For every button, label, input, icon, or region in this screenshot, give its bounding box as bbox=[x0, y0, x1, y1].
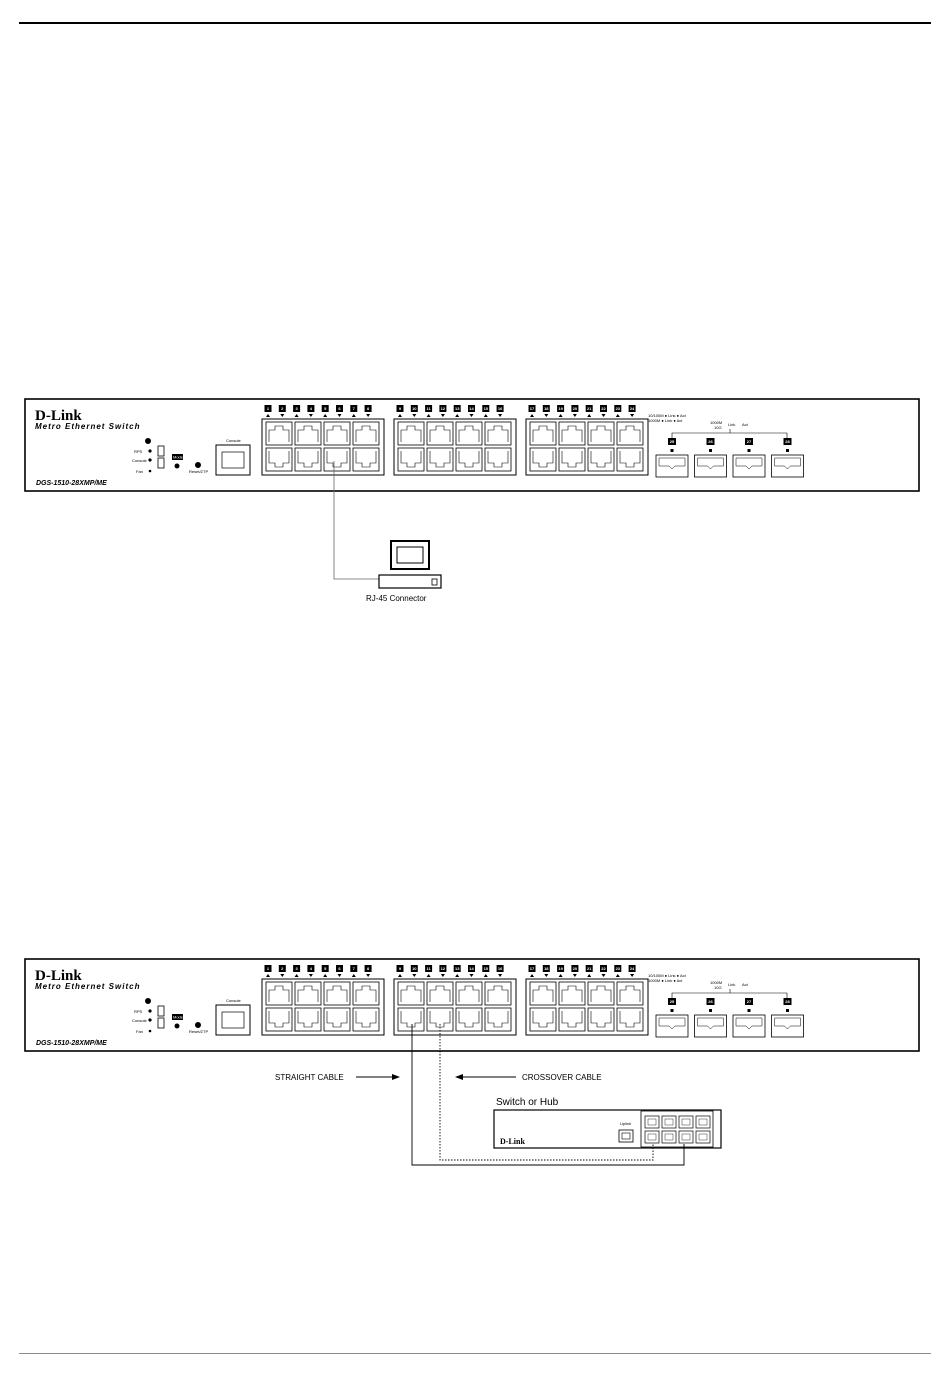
port-number: 7 bbox=[352, 406, 355, 411]
rj45-port[interactable] bbox=[353, 448, 379, 471]
port-number: 22 bbox=[601, 966, 606, 971]
rj45-port[interactable] bbox=[588, 1008, 614, 1031]
port-number: 22 bbox=[601, 406, 606, 411]
sfp-led-icon bbox=[748, 1009, 751, 1012]
port-number: 12 bbox=[440, 966, 446, 971]
rj45-port[interactable] bbox=[559, 1008, 585, 1031]
reset-label: Reset/ZTP bbox=[189, 1029, 209, 1034]
sfp-led-icon bbox=[709, 1009, 712, 1012]
rj45-port[interactable] bbox=[353, 982, 379, 1005]
legend-sfp: Act bbox=[742, 422, 748, 427]
mode-label: Mode bbox=[173, 454, 184, 460]
fan-led-icon bbox=[149, 470, 152, 473]
port-number: 13 bbox=[454, 966, 460, 971]
port-number: 3 bbox=[295, 966, 298, 971]
switch-front-panel bbox=[25, 399, 919, 491]
port-number: 9 bbox=[398, 406, 402, 411]
port-number: 9 bbox=[398, 966, 402, 971]
rj45-port[interactable] bbox=[295, 448, 321, 471]
port-number: 4 bbox=[309, 966, 313, 971]
rj45-port[interactable] bbox=[427, 982, 453, 1005]
crossover-cable-label: CROSSOVER CABLE bbox=[522, 1073, 602, 1082]
rj45-port[interactable] bbox=[324, 422, 350, 445]
reset-button[interactable] bbox=[195, 1022, 201, 1028]
console-jack-icon bbox=[222, 452, 244, 468]
rj45-port[interactable] bbox=[398, 422, 424, 445]
led-block-icon bbox=[158, 1018, 164, 1028]
sfp-number: 28 bbox=[785, 999, 790, 1004]
sfp-led-icon bbox=[671, 1009, 674, 1012]
straight-arrow bbox=[356, 1074, 400, 1080]
port-number: 23 bbox=[615, 966, 621, 971]
port-number: 13 bbox=[454, 406, 460, 411]
rj45-port[interactable] bbox=[559, 448, 585, 471]
port-number: 18 bbox=[544, 966, 549, 971]
port-number: 16 bbox=[497, 406, 503, 411]
rj45-port[interactable] bbox=[266, 448, 292, 471]
led-label: Fan bbox=[136, 1029, 143, 1034]
rj45-port[interactable] bbox=[398, 982, 424, 1005]
hub-jack-icon bbox=[682, 1134, 690, 1140]
mode-led-icon bbox=[175, 1024, 180, 1029]
top-rule bbox=[19, 22, 931, 24]
sfp-number: 28 bbox=[785, 439, 790, 444]
led-label: Fan bbox=[136, 469, 143, 474]
hub-jack-icon bbox=[699, 1119, 707, 1125]
port-number: 2 bbox=[281, 966, 284, 971]
led-label: RPS bbox=[134, 449, 143, 454]
uplink-label: Uplink bbox=[620, 1121, 632, 1126]
straight-cable-label: STRAIGHT CABLE bbox=[275, 1073, 344, 1082]
rj45-port[interactable] bbox=[266, 1008, 292, 1031]
rj45-port[interactable] bbox=[617, 1008, 643, 1031]
rj45-port[interactable] bbox=[266, 422, 292, 445]
sfp-number: 27 bbox=[746, 999, 752, 1004]
power-led-icon bbox=[145, 998, 151, 1004]
port-number: 8 bbox=[366, 406, 370, 411]
product-subtitle: Metro Ethernet Switch bbox=[35, 982, 141, 991]
rj45-port[interactable] bbox=[324, 1008, 350, 1031]
port-number: 6 bbox=[338, 406, 341, 411]
port-number: 3 bbox=[295, 406, 298, 411]
port-number: 21 bbox=[586, 966, 592, 971]
hub-jack-icon bbox=[699, 1134, 707, 1140]
port-number: 14 bbox=[469, 406, 474, 411]
legend-sfp: Link bbox=[728, 422, 736, 427]
port-number: 24 bbox=[629, 406, 635, 411]
legend-sfp: Link bbox=[728, 982, 736, 987]
port-number: 17 bbox=[529, 406, 535, 411]
led-label: Console bbox=[132, 458, 147, 463]
port-number: 2 bbox=[281, 406, 284, 411]
sfp-number: 25 bbox=[669, 439, 675, 444]
rj45-port[interactable] bbox=[485, 982, 511, 1005]
console-label: Console bbox=[226, 998, 241, 1003]
rj45-port[interactable] bbox=[485, 422, 511, 445]
rj45-port[interactable] bbox=[588, 448, 614, 471]
port-number: 7 bbox=[352, 966, 355, 971]
pc-icon bbox=[379, 541, 441, 588]
port-number: 20 bbox=[572, 406, 578, 411]
rj45-port[interactable] bbox=[617, 448, 643, 471]
sfp-led-icon bbox=[671, 449, 674, 452]
figure-pc-connection bbox=[24, 398, 920, 608]
rj45-port[interactable] bbox=[617, 982, 643, 1005]
hub-jack-icon bbox=[648, 1134, 656, 1140]
led-block-icon bbox=[158, 458, 164, 468]
rj45-port[interactable] bbox=[485, 1008, 511, 1031]
sfp-number: 27 bbox=[746, 439, 752, 444]
port-number: 21 bbox=[586, 406, 592, 411]
port-number: 15 bbox=[483, 406, 489, 411]
rj45-port[interactable] bbox=[398, 1008, 424, 1031]
hub-jack-icon bbox=[648, 1119, 656, 1125]
legend-copper: 10/100M ● Link ● Act bbox=[648, 973, 686, 978]
hub-jack-icon bbox=[665, 1134, 673, 1140]
legend-sfp: 10G bbox=[714, 985, 722, 990]
rj45-port[interactable] bbox=[485, 448, 511, 471]
led-label: Console bbox=[132, 1018, 147, 1023]
rj45-port[interactable] bbox=[353, 422, 379, 445]
port-number: 19 bbox=[558, 406, 563, 411]
port-number: 17 bbox=[529, 966, 535, 971]
figure-switch-connection bbox=[24, 958, 920, 1168]
rj45-port[interactable] bbox=[588, 422, 614, 445]
rps-led-icon bbox=[148, 449, 151, 452]
legend-copper: 1000M ● Link ● Act bbox=[648, 418, 683, 423]
port-number: 6 bbox=[338, 966, 341, 971]
hub-brand: D-Link bbox=[500, 1137, 525, 1146]
rj45-port[interactable] bbox=[324, 448, 350, 471]
legend-sfp: Act bbox=[742, 982, 748, 987]
rj45-port[interactable] bbox=[456, 1008, 482, 1031]
mode-led-icon bbox=[175, 464, 180, 469]
switch-hub-diagram bbox=[24, 958, 920, 1168]
port-number: 10 bbox=[412, 406, 417, 411]
sfp-led-icon bbox=[709, 449, 712, 452]
rj45-port[interactable] bbox=[530, 1008, 556, 1031]
rj45-port[interactable] bbox=[427, 422, 453, 445]
port-number: 24 bbox=[629, 966, 635, 971]
legend-copper: 10/100M ● Link ● Act bbox=[648, 413, 686, 418]
legend-copper: 1000M ● Link ● Act bbox=[648, 978, 683, 983]
rj45-port[interactable] bbox=[353, 1008, 379, 1031]
rj45-port[interactable] bbox=[456, 982, 482, 1005]
rj45-port[interactable] bbox=[530, 448, 556, 471]
switch-front-panel bbox=[25, 959, 919, 1051]
led-label: RPS bbox=[134, 1009, 143, 1014]
port-number: 19 bbox=[558, 966, 563, 971]
reset-label: Reset/ZTP bbox=[189, 469, 209, 474]
port-number: 12 bbox=[440, 406, 446, 411]
model-name: DGS-1510-28XMP/ME bbox=[36, 1040, 107, 1047]
console-led-icon bbox=[148, 1018, 151, 1021]
brand-logo: D-Link bbox=[35, 408, 82, 424]
rj45-port[interactable] bbox=[530, 422, 556, 445]
console-label: Console bbox=[226, 438, 241, 443]
rj45-port[interactable] bbox=[559, 982, 585, 1005]
switch-hub-label: Switch or Hub bbox=[496, 1097, 559, 1108]
product-subtitle: Metro Ethernet Switch bbox=[35, 422, 141, 431]
sfp-number: 25 bbox=[669, 999, 675, 1004]
port-number: 23 bbox=[615, 406, 621, 411]
sfp-led-icon bbox=[748, 449, 751, 452]
legend-sfp: 1000M bbox=[710, 420, 723, 425]
hub-jack-icon bbox=[682, 1119, 690, 1125]
port-number: 14 bbox=[469, 966, 474, 971]
port-number: 15 bbox=[483, 966, 489, 971]
rj45-port[interactable] bbox=[617, 422, 643, 445]
port-number: 18 bbox=[544, 406, 549, 411]
legend-sfp: 10G bbox=[714, 425, 722, 430]
rj45-port[interactable] bbox=[456, 448, 482, 471]
brand-logo: D-Link bbox=[35, 968, 82, 984]
rj45-port[interactable] bbox=[559, 422, 585, 445]
port-number: 4 bbox=[309, 406, 313, 411]
rj45-port[interactable] bbox=[588, 982, 614, 1005]
bottom-rule bbox=[19, 1353, 931, 1354]
rj45-port[interactable] bbox=[295, 1008, 321, 1031]
rj45-port[interactable] bbox=[295, 982, 321, 1005]
rps-led-icon bbox=[148, 1009, 151, 1012]
rj45-port[interactable] bbox=[456, 422, 482, 445]
reset-button[interactable] bbox=[195, 462, 201, 468]
port-number: 11 bbox=[426, 966, 431, 971]
rj45-port[interactable] bbox=[324, 982, 350, 1005]
model-name: DGS-1510-28XMP/ME bbox=[36, 480, 107, 487]
sfp-number: 26 bbox=[708, 439, 713, 444]
rj45-port[interactable] bbox=[398, 448, 424, 471]
hub-jack-icon bbox=[665, 1119, 673, 1125]
sfp-led-icon bbox=[786, 1009, 789, 1012]
port-number: 1 bbox=[266, 406, 270, 411]
led-block-icon bbox=[158, 1006, 164, 1016]
hub-device bbox=[494, 1110, 721, 1148]
console-jack-icon bbox=[222, 1012, 244, 1028]
rj45-port[interactable] bbox=[427, 448, 453, 471]
port-number: 5 bbox=[324, 966, 327, 971]
port-number: 20 bbox=[572, 966, 578, 971]
rj45-port[interactable] bbox=[530, 982, 556, 1005]
port-number: 8 bbox=[366, 966, 370, 971]
port-number: 11 bbox=[426, 406, 431, 411]
power-led-icon bbox=[145, 438, 151, 444]
port-number: 10 bbox=[412, 966, 417, 971]
mode-label: Mode bbox=[173, 1014, 184, 1020]
port-number: 5 bbox=[324, 406, 327, 411]
rj45-port[interactable] bbox=[266, 982, 292, 1005]
port-number: 16 bbox=[497, 966, 503, 971]
console-led-icon bbox=[148, 458, 151, 461]
led-block-icon bbox=[158, 446, 164, 456]
rj45-port[interactable] bbox=[295, 422, 321, 445]
sfp-number: 26 bbox=[708, 999, 713, 1004]
fan-led-icon bbox=[149, 1030, 152, 1033]
port-number: 1 bbox=[266, 966, 270, 971]
switch-pc-diagram bbox=[24, 398, 920, 608]
legend-sfp: 1000M bbox=[710, 980, 723, 985]
crossover-arrow bbox=[455, 1074, 516, 1080]
rj45-connector-label: RJ-45 Connector bbox=[366, 594, 427, 603]
sfp-led-icon bbox=[786, 449, 789, 452]
